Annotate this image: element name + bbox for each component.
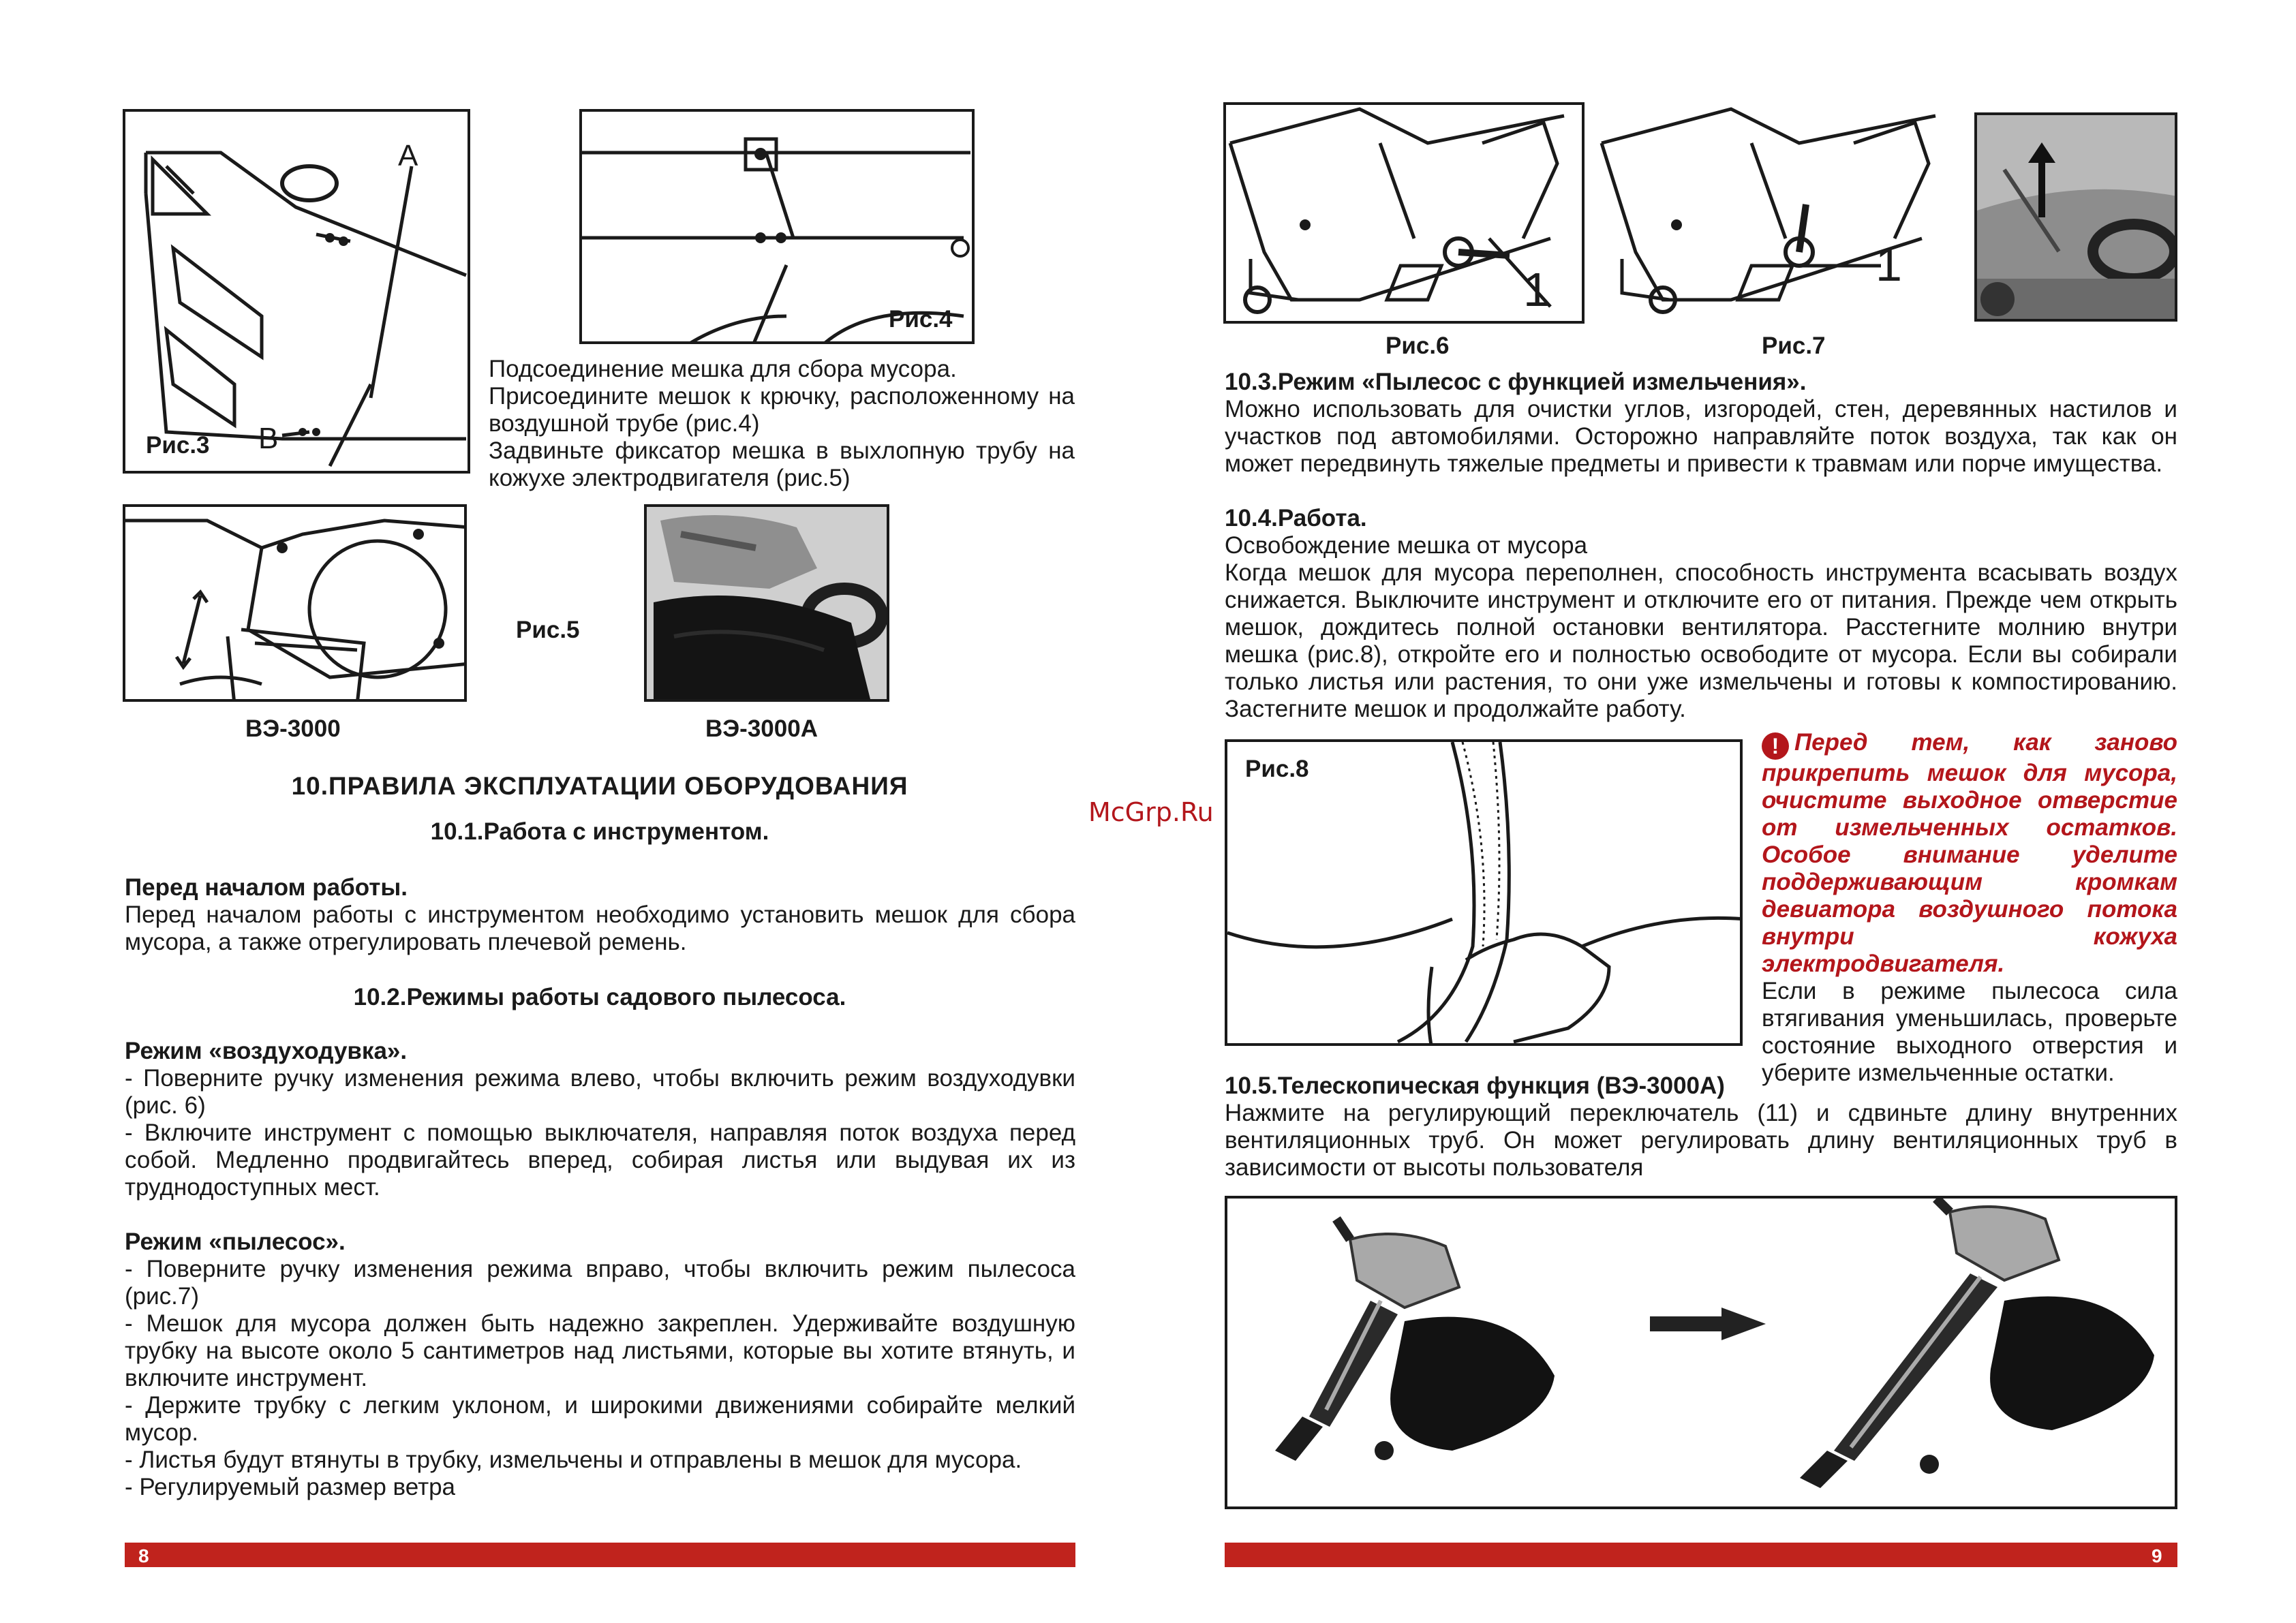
telescopic-figure [1225, 1196, 2177, 1509]
warning-text: Перед тем, как заново прикрепить мешок для мусора, очистите выходное отверстие от измельченных остатков. Особое внимание уделите поддерживающим кромкам девиатора воздушного потока внутри кожуха электродвигателя. [1762, 729, 2177, 977]
blower-short-illustration [1275, 1219, 1555, 1461]
before-work-block [125, 874, 1075, 956]
subsection-10-5-text: Нажмите на регулирующий переключатель (11) и сдвиньте длину внутренних вентиляционных труб. Он может регулировать длину вентиляционных труб в зависимости от высоты пользователя [1225, 1100, 2177, 1181]
figure-5-ve3000a-photo [644, 504, 889, 702]
vacuum-item: - Листья будут втянуты в трубку, измельчены и отправлены в мешок для мусора. [125, 1447, 1022, 1473]
blower-item: - Поверните ручку изменения режима влево, чтобы включить режим воздуходувки (рис. 6) [125, 1065, 1075, 1119]
modes-block [125, 1038, 1075, 1501]
left-page-number: 8 [138, 1545, 149, 1566]
warning-after-text: Если в режиме пылесоса сила втягивания уменьшилась, проверьте состояние выходного отверстия и уберите измельченные остатки. [1762, 978, 2177, 1086]
subsection-10-4-title: 10.4.Работа. [1225, 505, 1367, 531]
fig6-callout: 1 [1523, 263, 1550, 316]
bag-connect-text [489, 356, 1075, 492]
figure-8 [1225, 739, 1743, 1046]
switch-photo [1974, 112, 2177, 322]
section-10-3 [1225, 369, 2177, 478]
fig4-caption: Рис.4 [889, 306, 953, 333]
fig8-caption: Рис.8 [1245, 756, 1309, 782]
bag-connect-line-3: Задвиньте фиксатор мешка в выхлопную трубу на кожухе электродвигателя (рис.5) [489, 437, 1075, 491]
fig3-caption: Рис.3 [146, 432, 210, 459]
fig7-caption: Рис.7 [1762, 333, 1826, 359]
vacuum-item: - Регулируемый размер ветра [125, 1474, 456, 1500]
before-work-text: Перед началом работы с инструментом необходимо установить мешок для сбора мусора, а также отрегулировать плечевой ремень. [125, 901, 1075, 955]
warning-text-wrap [1762, 729, 2177, 978]
warning-block [1762, 729, 2177, 1087]
right-footer-bar [1225, 1543, 2177, 1567]
fig5-caption: Рис.5 [516, 617, 580, 643]
before-work-title: Перед началом работы. [125, 874, 408, 901]
figure-6 [1223, 102, 1585, 324]
section-title: 10.ПРАВИЛА ЭКСПЛУАТАЦИИ ОБОРУДОВАНИЯ [291, 772, 908, 800]
telescopic-drawing [1227, 1199, 2177, 1509]
subsection-10-3-title: 10.3.Режим «Пылесос с функцией измельчения». [1225, 369, 1807, 395]
figure-3 [123, 109, 470, 474]
warning-icon: ! [1762, 732, 1789, 760]
figure-7 [1595, 102, 1956, 324]
vacuum-item: - Мешок для мусора должен быть надежно закреплен. Удерживайте воздушную трубку на высоте около 5 сантиметров над листьями, которые вы хотите втянуть, и включите инструмент. [125, 1310, 1075, 1391]
subsection-10-5-title: 10.5.Телескопическая функция (ВЭ-3000А) [1225, 1072, 1725, 1099]
subsection-10-4-text: Когда мешок для мусора переполнен, способность инструмента всасывать воздух снижается. Выключите инструмент и отключите его от питания. Прежде чем открыть мешок, дождитесь полной остановки вентилятора. Расстегните молнию внутри мешка (рис.8), откройте его и полностью освободите от мусора. Если вы собирали только листья или растения, то они уже измельчены и готовы к компостированию. Застегните мешок и продолжайте работу. [1225, 559, 2177, 722]
subsection-10-1: 10.1.Работа с инструментом. [430, 818, 769, 845]
subsection-10-3-text: Можно использовать для очистки углов, изгородей, стен, деревянных настилов и участков под автомобилями. Осторожно направляйте поток воздуха, так как он может передвинуть тяжелые предметы и привести к травмам или порче имущества. [1225, 396, 2177, 477]
switch-photo-drawing [1977, 115, 2177, 322]
figure-5-drawing [125, 507, 467, 702]
bag-connect-line-2: Присоедините мешок к крючку, расположенному на воздушной трубе (рис.4) [489, 383, 1075, 437]
fig7-callout: 1 [1876, 238, 1902, 291]
vacuum-item: - Поверните ручку изменения режима вправо, чтобы включить режим пылесоса (рис.7) [125, 1256, 1075, 1310]
fig3-label-b: B [258, 422, 279, 455]
fig6-caption: Рис.6 [1386, 333, 1450, 359]
section-10-5 [1225, 1072, 2177, 1181]
blower-mode-title: Режим «воздуходувка». [125, 1038, 408, 1064]
vacuum-mode-title: Режим «пылесос». [125, 1228, 346, 1255]
figure-5-photo-drawing [647, 507, 889, 702]
figure-5-ve3000 [123, 504, 467, 702]
release-bag-title: Освобождение мешка от мусора [1225, 532, 1588, 559]
fig5-model-ve3000a: ВЭ-3000А [705, 715, 818, 742]
figure-3-drawing [125, 112, 470, 474]
fig5-model-ve3000: ВЭ-3000 [245, 715, 341, 742]
watermark: McGrp.Ru [1088, 797, 1214, 827]
section-10-4 [1225, 505, 2177, 723]
fig3-label-a: A [398, 139, 418, 172]
figure-4 [579, 109, 975, 344]
blower-extended-illustration [1800, 1199, 2154, 1488]
right-page-number: 9 [2152, 1545, 2162, 1566]
vacuum-item: - Держите трубку с легким уклоном, и широкими движениями собирайте мелкий мусор. [125, 1392, 1075, 1446]
figure-8-drawing [1227, 742, 1743, 1046]
arrow-right-icon [1650, 1308, 1766, 1340]
blower-item: - Включите инструмент с помощью выключателя, направляя поток воздуха перед собой. Медленно продвигайтесь вперед, собирая листья или выдувая их из труднодоступных мест. [125, 1119, 1075, 1201]
subsection-10-2: 10.2.Режимы работы садового пылесоса. [353, 984, 846, 1010]
left-footer-bar [125, 1543, 1075, 1567]
bag-connect-line-1: Подсоединение мешка для сбора мусора. [489, 356, 957, 382]
